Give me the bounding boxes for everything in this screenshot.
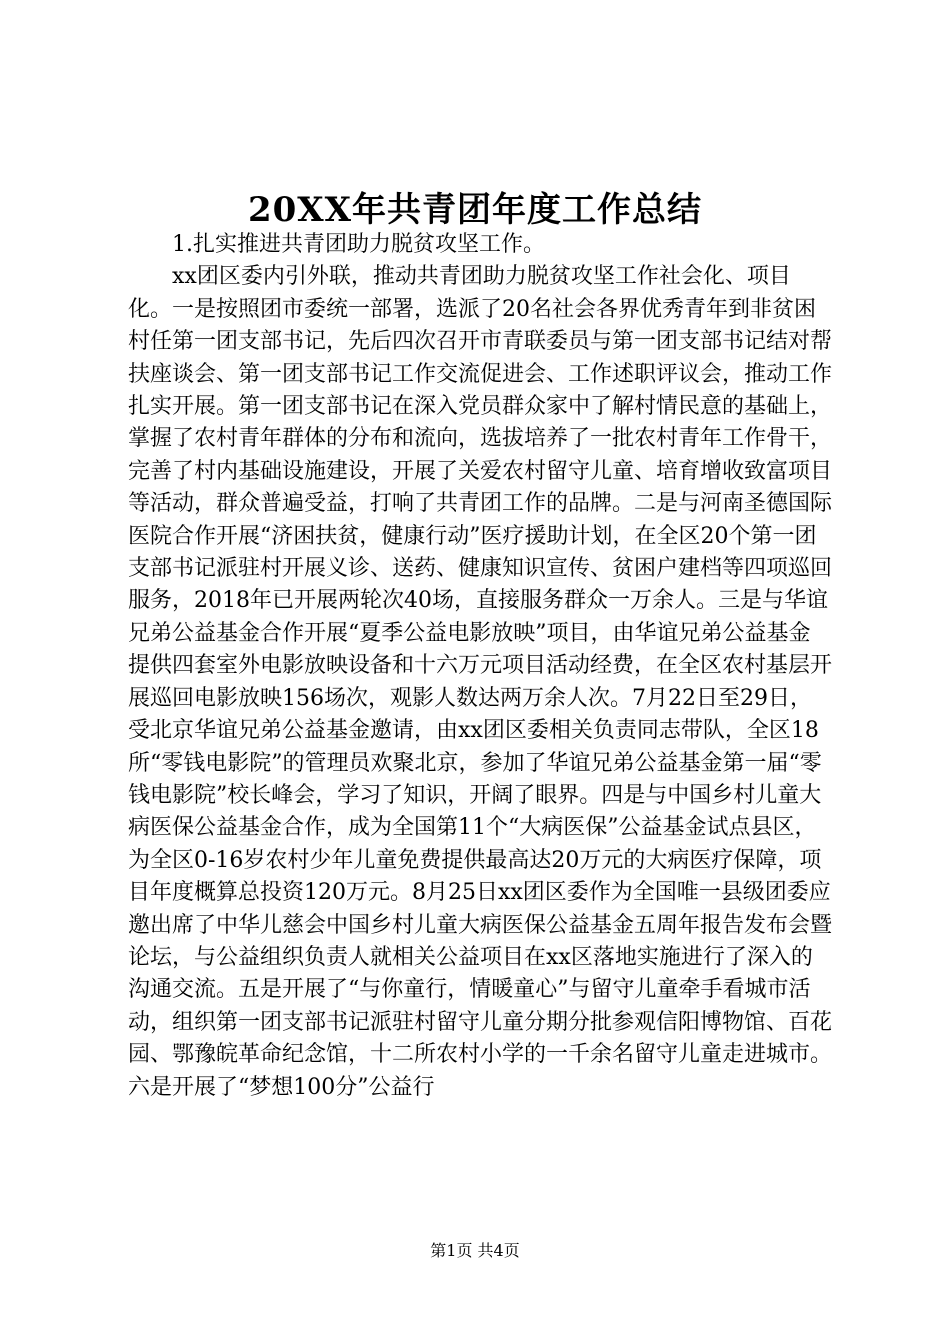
paragraph-main: xx团区委内引外联，推动共青团助力脱贫攻坚工作社会化、项目化。一是按照团市委统一部署，选派了20名社会各界优秀青年到非贫困村任第一团支部书记，先后四次召开市青联委员与第一团支部书记结对帮扶座谈会、第一团支部书记工作交流促进会、工作述职评议会，推动工作扎实开展。第一团支部书记在深入党员群众家中了解村情民意的基础上，掌握了农村青年群体的分布和流向，选拔培养了一批农村青年工作骨干，完善了村内基础设施建设，开展了关爱农村留守儿童、培育增收致富项目等活动，群众普遍受益，打响了共青团工作的品牌。二是与河南圣德国际医院合作开展“济困扶贫，健康行动”医疗援助计划，在全区20个第一团支部书记派驻村开展义诊、送药、健康知识宣传、贫困户建档等四项巡回服务，2018年已开展两轮次40场，直接服务群众一万余人。三是与华谊兄弟公益基金合作开展“夏季公益电影放映”项目，由华谊兄弟公益基金提供四套室外电影放映设备和十六万元项目活动经费，在全区农村基层开展巡回电影放映156场次，观影人数达两万余人次。7月22日至29日，受北京华谊兄弟公益基金邀请，由xx团区委相关负责同志带队，全区18所“零钱电影院”的管理员欢聚北京，参加了华谊兄弟公益基金第一届“零钱电影院”校长峰会，学习了知识，开阔了眼界。四是与中国乡村儿童大病医保公益基金合作，成为全国第11个“大病医保”公益基金试点县区，为全区0-16岁农村少年儿童免费提供最高达20万元的大病医疗保障，项目年度概算总投资120万元。8月25日xx团区委作为全国唯一县级团委应邀出席了中华儿慈会中国乡村儿童大病医保公益基金五周年报告发布会暨论坛，与公益组织负责人就相关公益项目在xx区落地实施进行了深入的沟通交流。五是开展了“与你童行，情暖童心”与留守儿童牵手看城市活动，组织第一团支部书记派驻村留守儿童分期分批参观信阳博物馆、百花园、鄂豫皖革命纪念馆，十二所农村小学的一千余名留守儿童走进城市。六是开展了“梦想100分”公益行: [128, 264, 833, 1100]
paragraph-heading: 1.扎实推进共青团助力脱贫攻坚工作。: [172, 232, 545, 257]
page-footer: 第1页 共4页: [430, 1241, 520, 1260]
document-title: 20XX年共青团年度工作总结: [247, 190, 703, 230]
document-body: [128, 229, 832, 1104]
